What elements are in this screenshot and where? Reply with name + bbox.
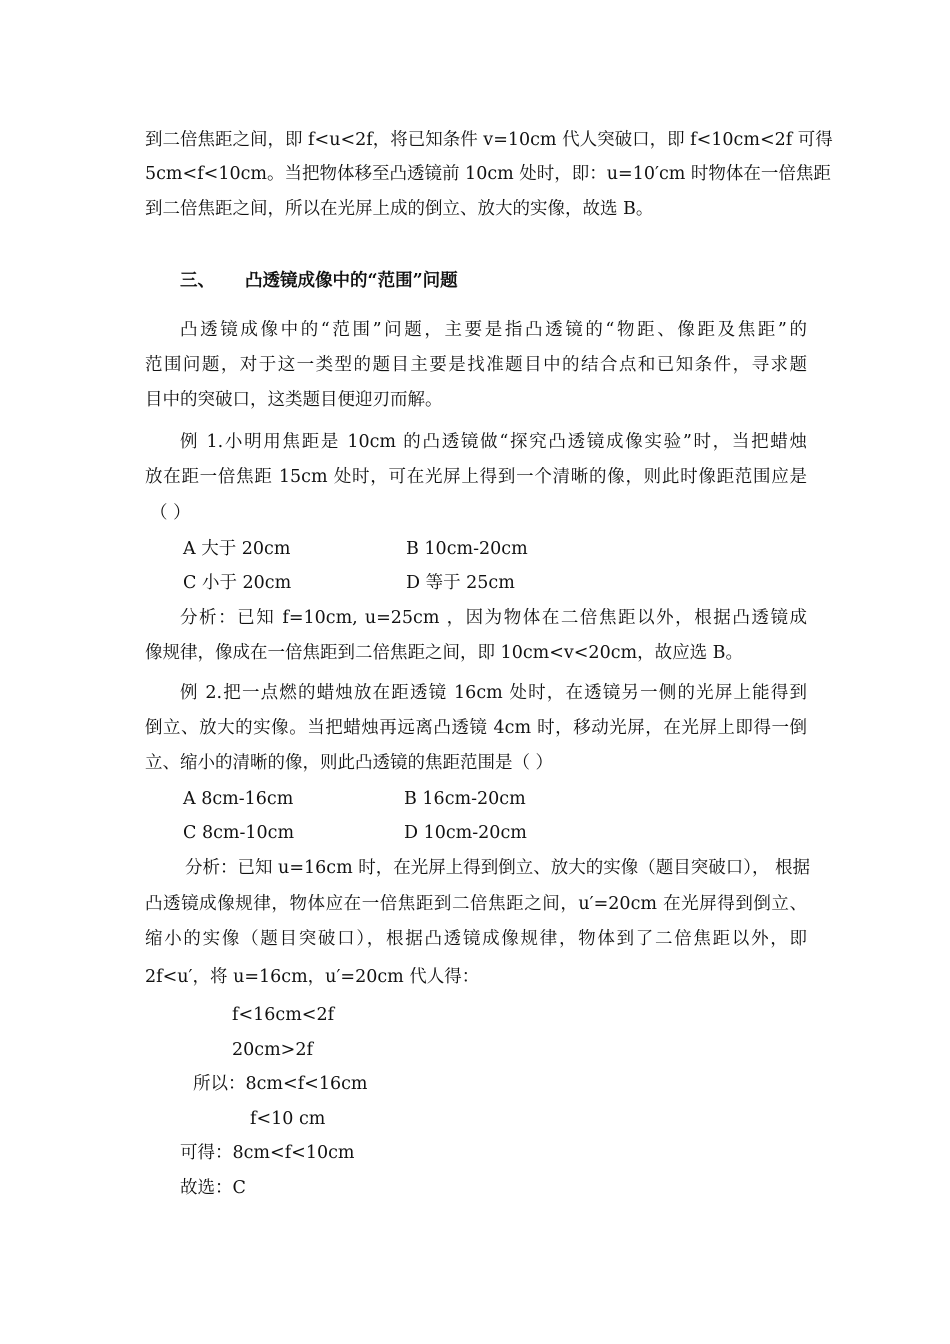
section-para-line-2: 范围问题，对于这一类型的题目主要是找准题目中的结合点和已知条件，寻求题	[145, 355, 807, 375]
equation-4: f<10 cm	[250, 1109, 326, 1129]
section-title: 凸透镜成像中的“范围”问题	[245, 271, 458, 291]
equation-1: f<16cm<2f	[232, 1005, 335, 1025]
example2-option-b: B 16cm-20cm	[404, 789, 526, 809]
result-line: 可得：8cm<f<10cm	[180, 1143, 355, 1163]
intro-line-2: 5cm<f<10cm。当把物体移至凸透镜前 10cm 处时，即：u=10′cm 时物体在一倍焦距	[145, 164, 831, 184]
equation-3: 所以：8cm<f<16cm	[193, 1074, 368, 1094]
example2-analysis-line-2: 凸透镜成像规律，物体应在一倍焦距到二倍焦距之间，u′=20cm 在光屏得到倒立、	[145, 894, 807, 914]
example1-analysis-line-2: 像规律，像成在一倍焦距到二倍焦距之间，即 10cm<v<20cm，故应选 B。	[145, 643, 744, 663]
example2-option-a: A 8cm-16cm	[183, 789, 294, 809]
section-number: 三、	[180, 271, 215, 291]
answer-line: 故选：C	[180, 1178, 246, 1198]
example2-option-d: D 10cm-20cm	[404, 823, 527, 843]
example1-question-line-2: 放在距一倍焦距 15cm 处时，可在光屏上得到一个清晰的像，则此时像距范围应是	[145, 467, 807, 487]
example1-option-a: A 大于 20cm	[183, 539, 291, 559]
example1-answer-blank: （ ）	[150, 503, 191, 523]
intro-line-3: 到二倍焦距之间，所以在光屏上成的倒立、放大的实像，故选 B。	[145, 199, 654, 219]
example1-option-b: B 10cm-20cm	[406, 539, 528, 559]
example2-analysis-line-1: 分析：已知 u=16cm 时，在光屏上得到倒立、放大的实像（题目突破口）， 根据	[185, 858, 811, 878]
example1-option-c: C 小于 20cm	[183, 573, 292, 593]
example2-analysis-line-3: 缩小的实像（题目突破口），根据凸透镜成像规律，物体到了二倍焦距以外，即	[145, 929, 807, 949]
equation-2: 20cm>2f	[232, 1040, 313, 1060]
example2-option-c: C 8cm-10cm	[183, 823, 295, 843]
section-para-line-1: 凸透镜成像中的“范围”问题，主要是指凸透镜的“物距、像距及焦距”的	[180, 320, 807, 340]
intro-line-1: 到二倍焦距之间，即 f<u<2f，将已知条件 v=10cm 代人突破口，即 f<10cm<2f 可得	[145, 130, 833, 150]
example2-question-line-1: 例 2.把一点燃的蜡烛放在距透镜 16cm 处时，在透镜另一侧的光屏上能得到	[180, 683, 807, 703]
section-para-line-3: 目中的突破口，这类题目便迎刃而解。	[145, 390, 443, 410]
example1-analysis-line-1: 分析：已知 f=10cm, u=25cm ，因为物体在二倍焦距以外，根据凸透镜成	[180, 608, 807, 628]
example2-question-line-3: 立、缩小的清晰的像，则此凸透镜的焦距范围是（ ）	[145, 753, 554, 773]
example2-question-line-2: 倒立、放大的实像。当把蜡烛再远离凸透镜 4cm 时，移动光屏，在光屏上即得一倒	[145, 718, 807, 738]
example2-analysis-line-4: 2f<u′，将 u=16cm，u′=20cm 代人得：	[145, 967, 480, 987]
example1-option-d: D 等于 25cm	[406, 573, 515, 593]
example1-question-line-1: 例 1.小明用焦距是 10cm 的凸透镜做“探究凸透镜成像实验”时，当把蜡烛	[180, 432, 807, 452]
